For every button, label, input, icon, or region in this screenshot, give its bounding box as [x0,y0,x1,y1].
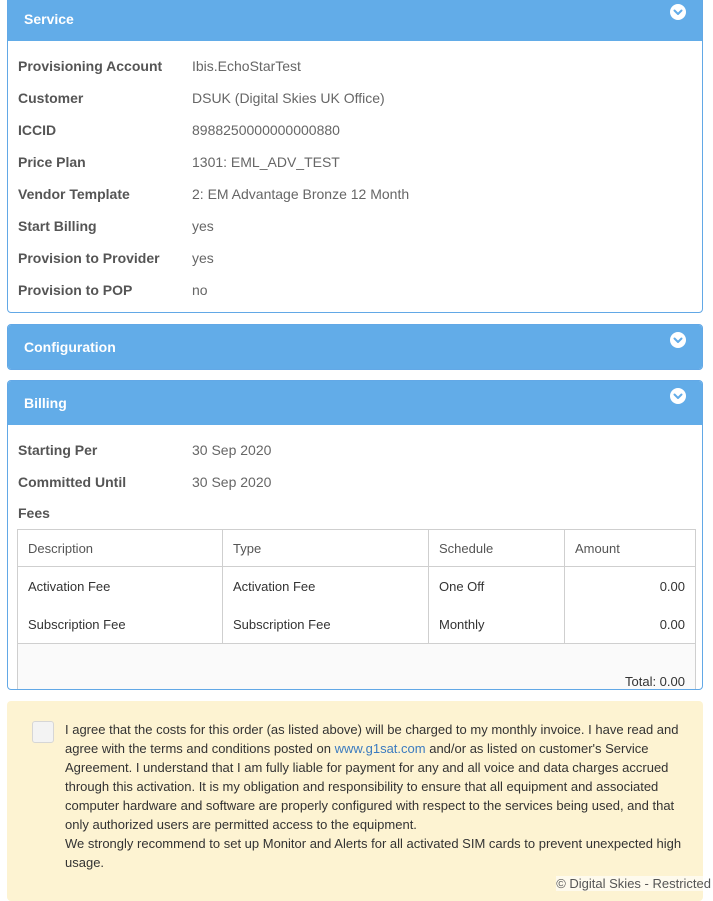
detail-label: Committed Until [18,474,127,490]
fee-description: Subscription Fee [18,605,223,644]
agree-checkbox[interactable] [32,721,54,743]
service-panel-title: Service [24,11,74,27]
configuration-panel [7,324,703,370]
detail-value: 8988250000000000880 [192,122,340,138]
detail-row [8,466,702,498]
agreement-text-part-2: and/or as listed on customer's Service Agreement. I understand that I am fully liable for payment for any and all voice and data charges accrued through this activation. It is my obligation and responsibility to ensure that all equipment and associated computer hardware and software are properly configured with respect to the services being used, and that only authorized users are permitted access to the equipment. [65,741,675,832]
service-panel [7,0,703,313]
agreement-text-part-1: I agree that the costs for this order (as listed above) will be charged to my monthly invoice. I have read and agree with the terms and conditions posted on [65,722,679,756]
chevron-down-icon[interactable] [670,4,686,20]
detail-value: yes [192,218,214,234]
detail-row [8,50,702,82]
fee-schedule: Monthly [429,605,565,644]
agreement-box [7,701,703,901]
fees-total: Total: 0.00 [18,644,696,691]
service-details [8,41,702,306]
detail-row [8,210,702,242]
detail-value: no [192,282,208,298]
billing-panel [7,380,703,690]
detail-label: Starting Per [18,442,98,458]
detail-label: ICCID [18,122,57,138]
fee-type: Subscription Fee [223,605,429,644]
chevron-down-icon[interactable] [670,388,686,404]
agreement-recommendation: We strongly recommend to set up Monitor and Alerts for all activated SIM cards to prevent unexpected high usage. [65,836,682,870]
detail-value: DSUK (Digital Skies UK Office) [192,90,385,106]
detail-row [8,434,702,466]
detail-row [8,146,702,178]
detail-label: Customer [18,90,84,106]
restricted-watermark: © Digital Skies - Restricted [556,876,711,891]
billing-panel-header[interactable] [8,381,702,425]
detail-value: Ibis.EchoStarTest [192,58,301,74]
detail-value: 2: EM Advantage Bronze 12 Month [192,186,410,202]
detail-value: 30 Sep 2020 [192,442,272,458]
detail-label: Start Billing [18,218,97,234]
fee-schedule: One Off [429,567,565,606]
detail-value: 1301: EML_ADV_TEST [192,154,340,170]
fees-table [17,529,696,690]
chevron-down-icon[interactable] [670,332,686,348]
detail-label: Provisioning Account [18,58,163,74]
column-header-type[interactable]: Type [223,530,429,567]
fee-description: Activation Fee [18,567,223,606]
column-header-description[interactable]: Description [18,530,223,567]
table-header-row [18,530,696,567]
billing-details [8,425,702,528]
fees-label: Fees [18,505,50,521]
detail-label: Price Plan [18,154,86,170]
table-total-row [18,644,696,691]
billing-panel-title: Billing [24,395,67,411]
column-header-schedule[interactable]: Schedule [429,530,565,567]
detail-label: Vendor Template [18,186,130,202]
table-row [18,605,696,644]
agreement-text [65,720,685,872]
table-row [18,567,696,606]
fee-type: Activation Fee [223,567,429,606]
column-header-amount[interactable]: Amount [565,530,696,567]
terms-link[interactable]: www.g1sat.com [334,741,426,756]
detail-row [8,114,702,146]
configuration-panel-header[interactable] [8,325,702,369]
detail-label: Provision to Provider [18,250,160,266]
detail-value: 30 Sep 2020 [192,474,272,490]
detail-row [8,242,702,274]
detail-row [8,178,702,210]
configuration-panel-title: Configuration [24,339,116,355]
detail-row [8,82,702,114]
service-panel-header[interactable] [8,0,702,41]
detail-label: Provision to POP [18,282,133,298]
fee-amount: 0.00 [565,605,696,644]
detail-value: yes [192,250,214,266]
detail-row [8,274,702,306]
fee-amount: 0.00 [565,567,696,606]
